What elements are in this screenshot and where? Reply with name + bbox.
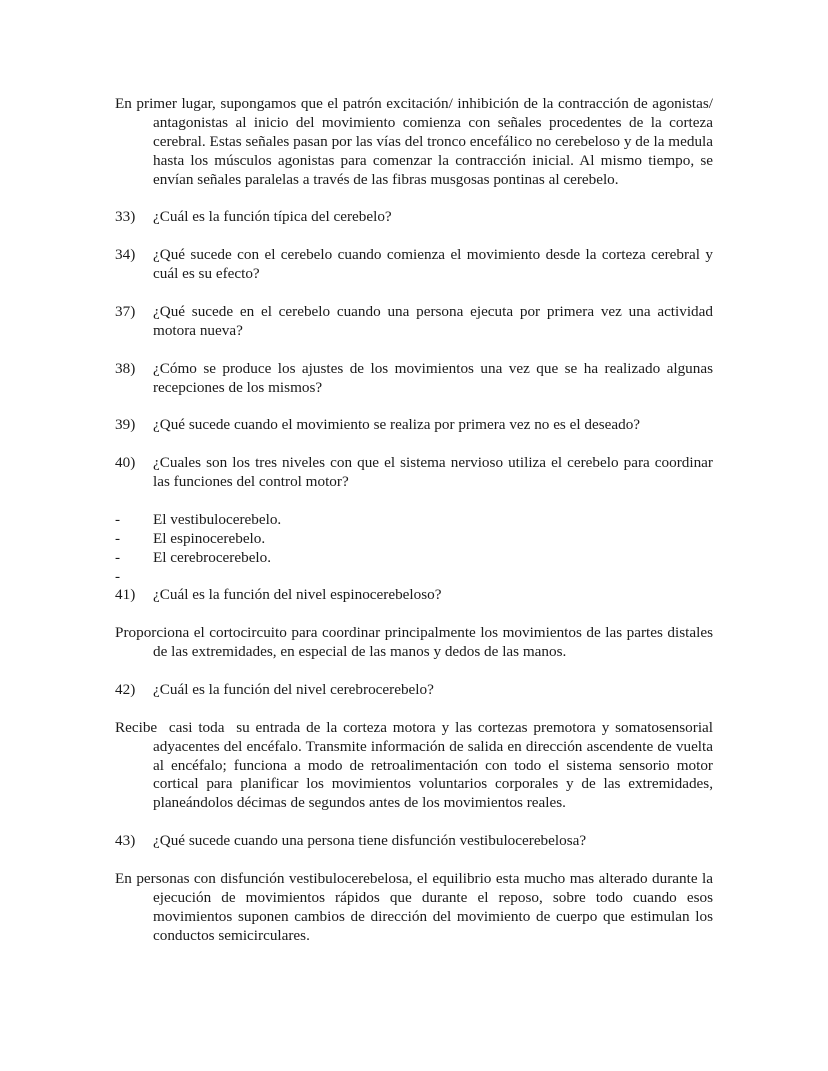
answer-41: Proporciona el cortocircuito para coordinar principalmente los movimientos de las partes distales de las extremidades, en especial de las manos y dedos de las manos.	[115, 624, 713, 661]
question-43	[115, 832, 713, 851]
question-number: 33)	[115, 208, 136, 226]
spacer	[115, 284, 713, 303]
question-text: ¿Cuál es la función del nivel cerebrocerebelo?	[153, 680, 434, 698]
question-number: 37)	[115, 302, 136, 320]
question-42	[115, 681, 713, 700]
question-39	[115, 416, 713, 435]
question-number: 39)	[115, 416, 136, 434]
spacer	[115, 813, 713, 832]
question-text: ¿Qué sucede cuando una persona tiene disfunción vestibulocerebelosa?	[153, 832, 587, 850]
question-text: ¿Qué sucede cuando el movimiento se realiza por primera vez no es el deseado?	[153, 416, 641, 434]
answer-42: Recibe casi toda su entrada de la corteza motora y las cortezas premotora y somatosensorial adyacentes del encéfalo. Transmite información de salida en dirección ascendente de vuelta al encéfalo; funciona a modo de retroalimentación con todo el sistema sensorio motor cortical para planificar los movimientos voluntarios corporales y de las extremidades, planeándolos décimas de segundos antes de los movimientos reales.	[115, 718, 717, 812]
question-number: 41)	[115, 586, 136, 604]
question-text: ¿Cómo se produce los ajustes de los movimientos una vez que se ha realizado algunas recepciones de los mismos?	[153, 359, 713, 396]
spacer	[115, 605, 713, 624]
list-item-text: El espinocerebelo.	[153, 529, 266, 547]
list-item	[115, 511, 713, 530]
spacer	[115, 700, 713, 719]
question-40	[115, 454, 713, 492]
list-item	[115, 549, 713, 568]
dash-bullet: -	[115, 567, 121, 585]
question-number: 38)	[115, 359, 136, 377]
dash-bullet: -	[115, 510, 121, 528]
question-text: ¿Cuál es la función del nivel espinocerebeloso?	[153, 586, 442, 604]
question-text: ¿Cuales son los tres niveles con que el sistema nervioso utiliza el cerebelo para coordinar las funciones del control motor?	[153, 454, 713, 491]
document-page	[115, 95, 717, 946]
question-number: 40)	[115, 454, 136, 472]
question-34	[115, 246, 713, 284]
spacer	[115, 662, 713, 681]
list-item-text: El cerebrocerebelo.	[153, 548, 272, 566]
question-text: ¿Qué sucede en el cerebelo cuando una persona ejecuta por primera vez una actividad motora nueva?	[153, 302, 713, 339]
cerebellum-levels-list	[115, 511, 713, 587]
dash-bullet: -	[115, 548, 121, 566]
question-37	[115, 303, 713, 341]
intro-paragraph: En primer lugar, supongamos que el patrón excitación/ inhibición de la contracción de agonistas/ antagonistas al inicio del movimiento comienza con señales procedentes de la corteza cerebral. Estas señales pasan por las vías del tronco encefálico no cerebeloso y de la medula hasta los músculos agonistas para comenzar la contracción inicial. Al mismo tiempo, se envían señales paralelas a través de las fibras musgosas pontinas al cerebelo.	[115, 95, 713, 188]
question-text: ¿Qué sucede con el cerebelo cuando comienza el movimiento desde la corteza cerebral y cuál es su efecto?	[153, 246, 713, 283]
question-text: ¿Cuál es la función típica del cerebelo?	[153, 208, 392, 226]
spacer	[115, 851, 713, 870]
question-38	[115, 360, 713, 398]
question-number: 42)	[115, 680, 136, 698]
question-number: 34)	[115, 246, 136, 264]
question-41	[115, 586, 713, 605]
spacer	[115, 341, 713, 360]
dash-bullet: -	[115, 529, 121, 547]
list-item	[115, 530, 713, 549]
answer-43: En personas con disfunción vestibulocerebelosa, el equilibrio esta mucho mas alterado durante la ejecución de movimientos rápidos que durante el reposo, sobre todo cuando esos movimientos suponen cambios de dirección del movimiento de cuerpo que estimulan los conductos semicirculares.	[115, 869, 713, 944]
list-item-text: El vestibulocerebelo.	[153, 510, 282, 528]
spacer	[115, 397, 713, 416]
spacer	[115, 227, 713, 246]
spacer	[115, 435, 713, 454]
spacer	[115, 190, 713, 209]
question-number: 43)	[115, 832, 136, 850]
list-item-empty	[115, 568, 713, 587]
spacer	[115, 492, 713, 511]
question-33	[115, 208, 713, 227]
